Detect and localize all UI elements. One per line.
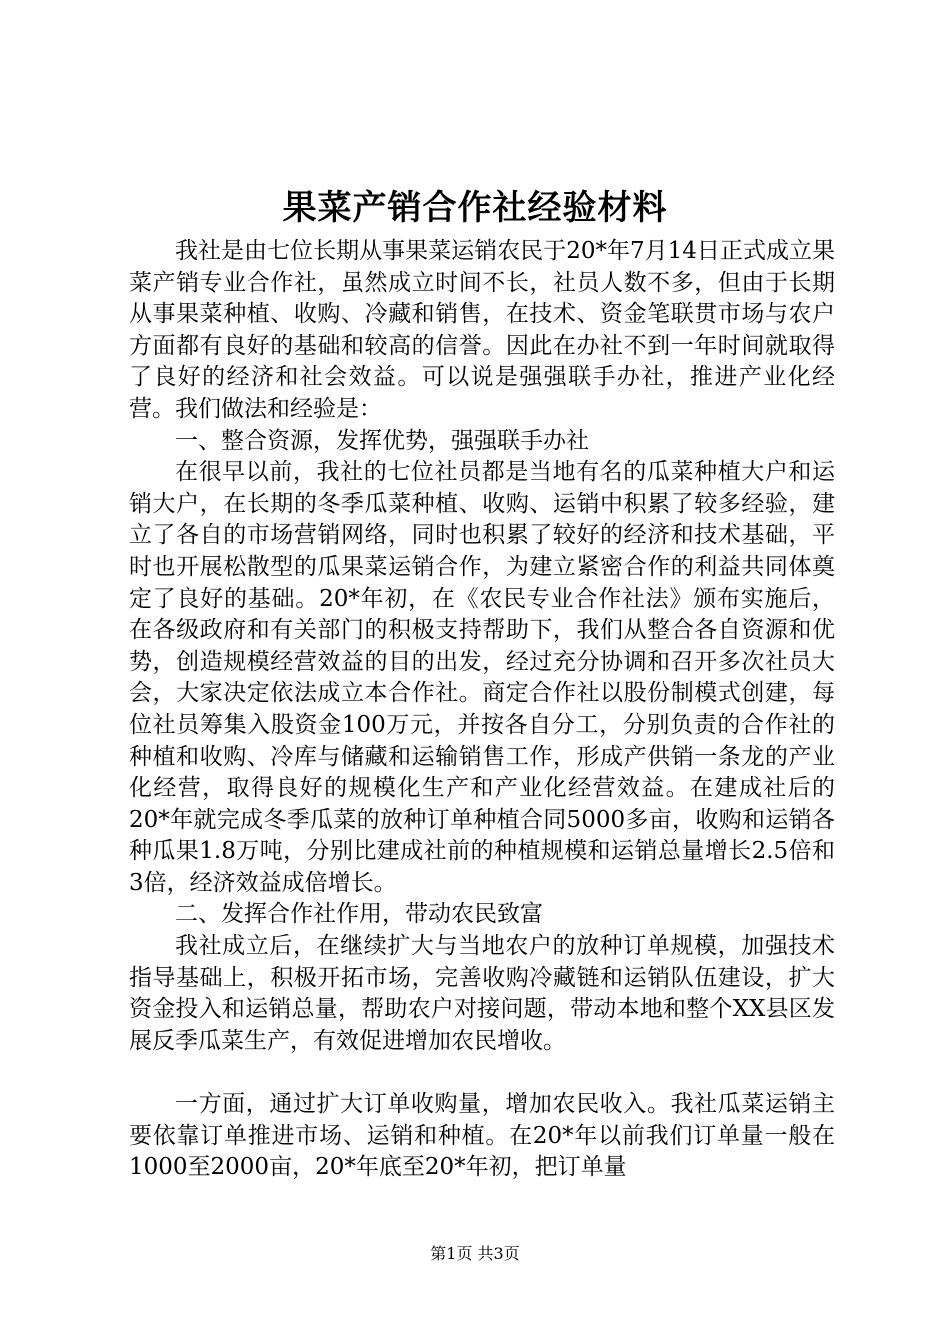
section-heading-1: 一、整合资源，发挥优势，强强联手办社 — [175, 427, 589, 454]
page-number-footer: 第1页 共3页 — [430, 1244, 520, 1263]
document-title: 果菜产销合作社经验材料 — [282, 188, 668, 228]
section-heading-2: 二、发挥合作社作用，带动农民致富 — [175, 901, 543, 928]
paragraph-order-expansion: 一方面，通过扩大订单收购量，增加农民收入。我社瓜菜运销主要依靠订单推进市场、运销和种植。在20*年以前我们订单量一般在1000至2000亩，20*年底至20*年初，把订单量 — [129, 1091, 835, 1181]
paragraph-intro: 我社是由七位长期从事果菜运销农民于20*年7月14日正式成立果菜产销专业合作社，虽然成立时间不长，社员人数不多，但由于长期从事果菜种植、收购、冷藏和销售，在技术、资金笔联贯市场与农户方面都有良好的基础和较高的信誉。因此在办社不到一年时间就取得了良好的经济和社会效益。可以说是强强联手办社，推进产业化经营。我们做法和经验是： — [129, 238, 835, 422]
document-body — [129, 236, 835, 1184]
paragraph-section-1: 在很早以前，我社的七位社员都是当地有名的瓜菜种植大户和运销大户，在长期的冬季瓜菜种植、收购、运销中积累了较多经验，建立了各自的市场营销网络，同时也积累了较好的经济和技术基础，平时也开展松散型的瓜果菜运销合作，为建立紧密合作的利益共同体奠定了良好的基础。20*年初，在《农民专业合作社法》颁布实施后，在各级政府和有关部门的积极支持帮助下，我们从整合各自资源和优势，创造规模经营效益的目的出发，经过充分协调和召开多次社员大会，大家决定依法成立本合作社。商定合作社以股份制模式创建，每位社员筹集入股资金100万元，并按各自分工，分别负责的合作社的种植和收购、冷库与储藏和运输销售工作，形成产供销一条龙的产业化经营，取得良好的规模化生产和产业化经营效益。在建成社后的20*年就完成冬季瓜菜的放种订单种植合同5000多亩，收购和运销各种瓜果1.8万吨，分别比建成社前的种植规模和运销总量增长2.5倍和3倍，经济效益成倍增长。 — [129, 459, 835, 896]
paragraph-section-2: 我社成立后，在继续扩大与当地农户的放种订单规模，加强技术指导基础上，积极开拓市场，完善收购冷藏链和运销队伍建设，扩大资金投入和运销总量，帮助农户对接问题，带动本地和整个XX县区发展反季瓜菜生产，有效促进增加农民增收。 — [129, 933, 835, 1054]
